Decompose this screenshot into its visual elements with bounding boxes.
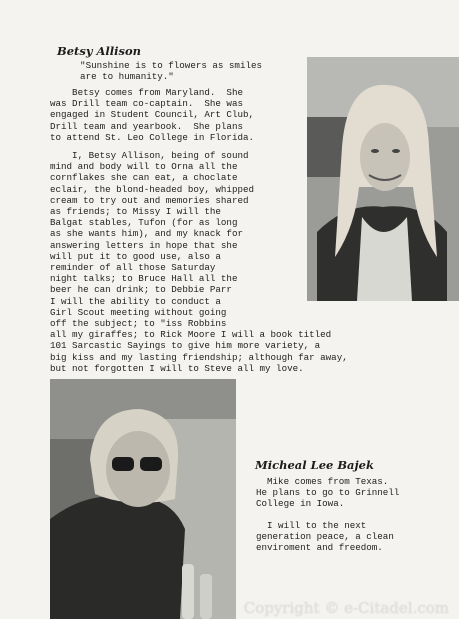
senior1-name: Betsy Allison xyxy=(57,44,142,58)
senior1-photo xyxy=(307,57,459,301)
senior2-name: Micheal Lee Bajek xyxy=(255,458,374,472)
senior2-photo xyxy=(50,379,236,619)
senior1-bio: Betsy comes from Maryland. She was Drill team co-captain. She was engaged in Student Council, Art Club, Drill team and yearbook. She plans to attend St. Leo College in Florida. xyxy=(50,87,254,143)
copyright-watermark: Copyright © e-Citadel.com xyxy=(243,599,449,617)
senior2-bio: Mike comes from Texas. He plans to go to Grinnell College in Iowa. xyxy=(256,476,400,510)
senior1-quote: "Sunshine is to flowers as smiles are to humanity." xyxy=(80,60,262,83)
senior1-will: I, Betsy Allison, being of sound mind and body will to Orna all the cornflakes she can eat, a choclate eclair, the blond-headed boy, whipped cream to try out and memories shared as friends; to Missy I will the Balgat stables, Tufon (for as long as she wants him), and my knack for answering letters in hope that she will put it to good use, also a reminder of all those Saturday night talks; to Bruce Hall all the beer he can drink; to Debbie Parr I will the ability to conduct a Girl Scout meeting without going off the subject; to "iss Robbins all my giraffes; to Rick Moore I will a book titled 101 Sarcastic Sayings to give him more variety, a big kiss and my lasting friendship; although far away, but not forgotten I will to Steve all my love. xyxy=(50,150,348,374)
senior2-will: I will to the next generation peace, a clean enviroment and freedom. xyxy=(256,520,394,554)
